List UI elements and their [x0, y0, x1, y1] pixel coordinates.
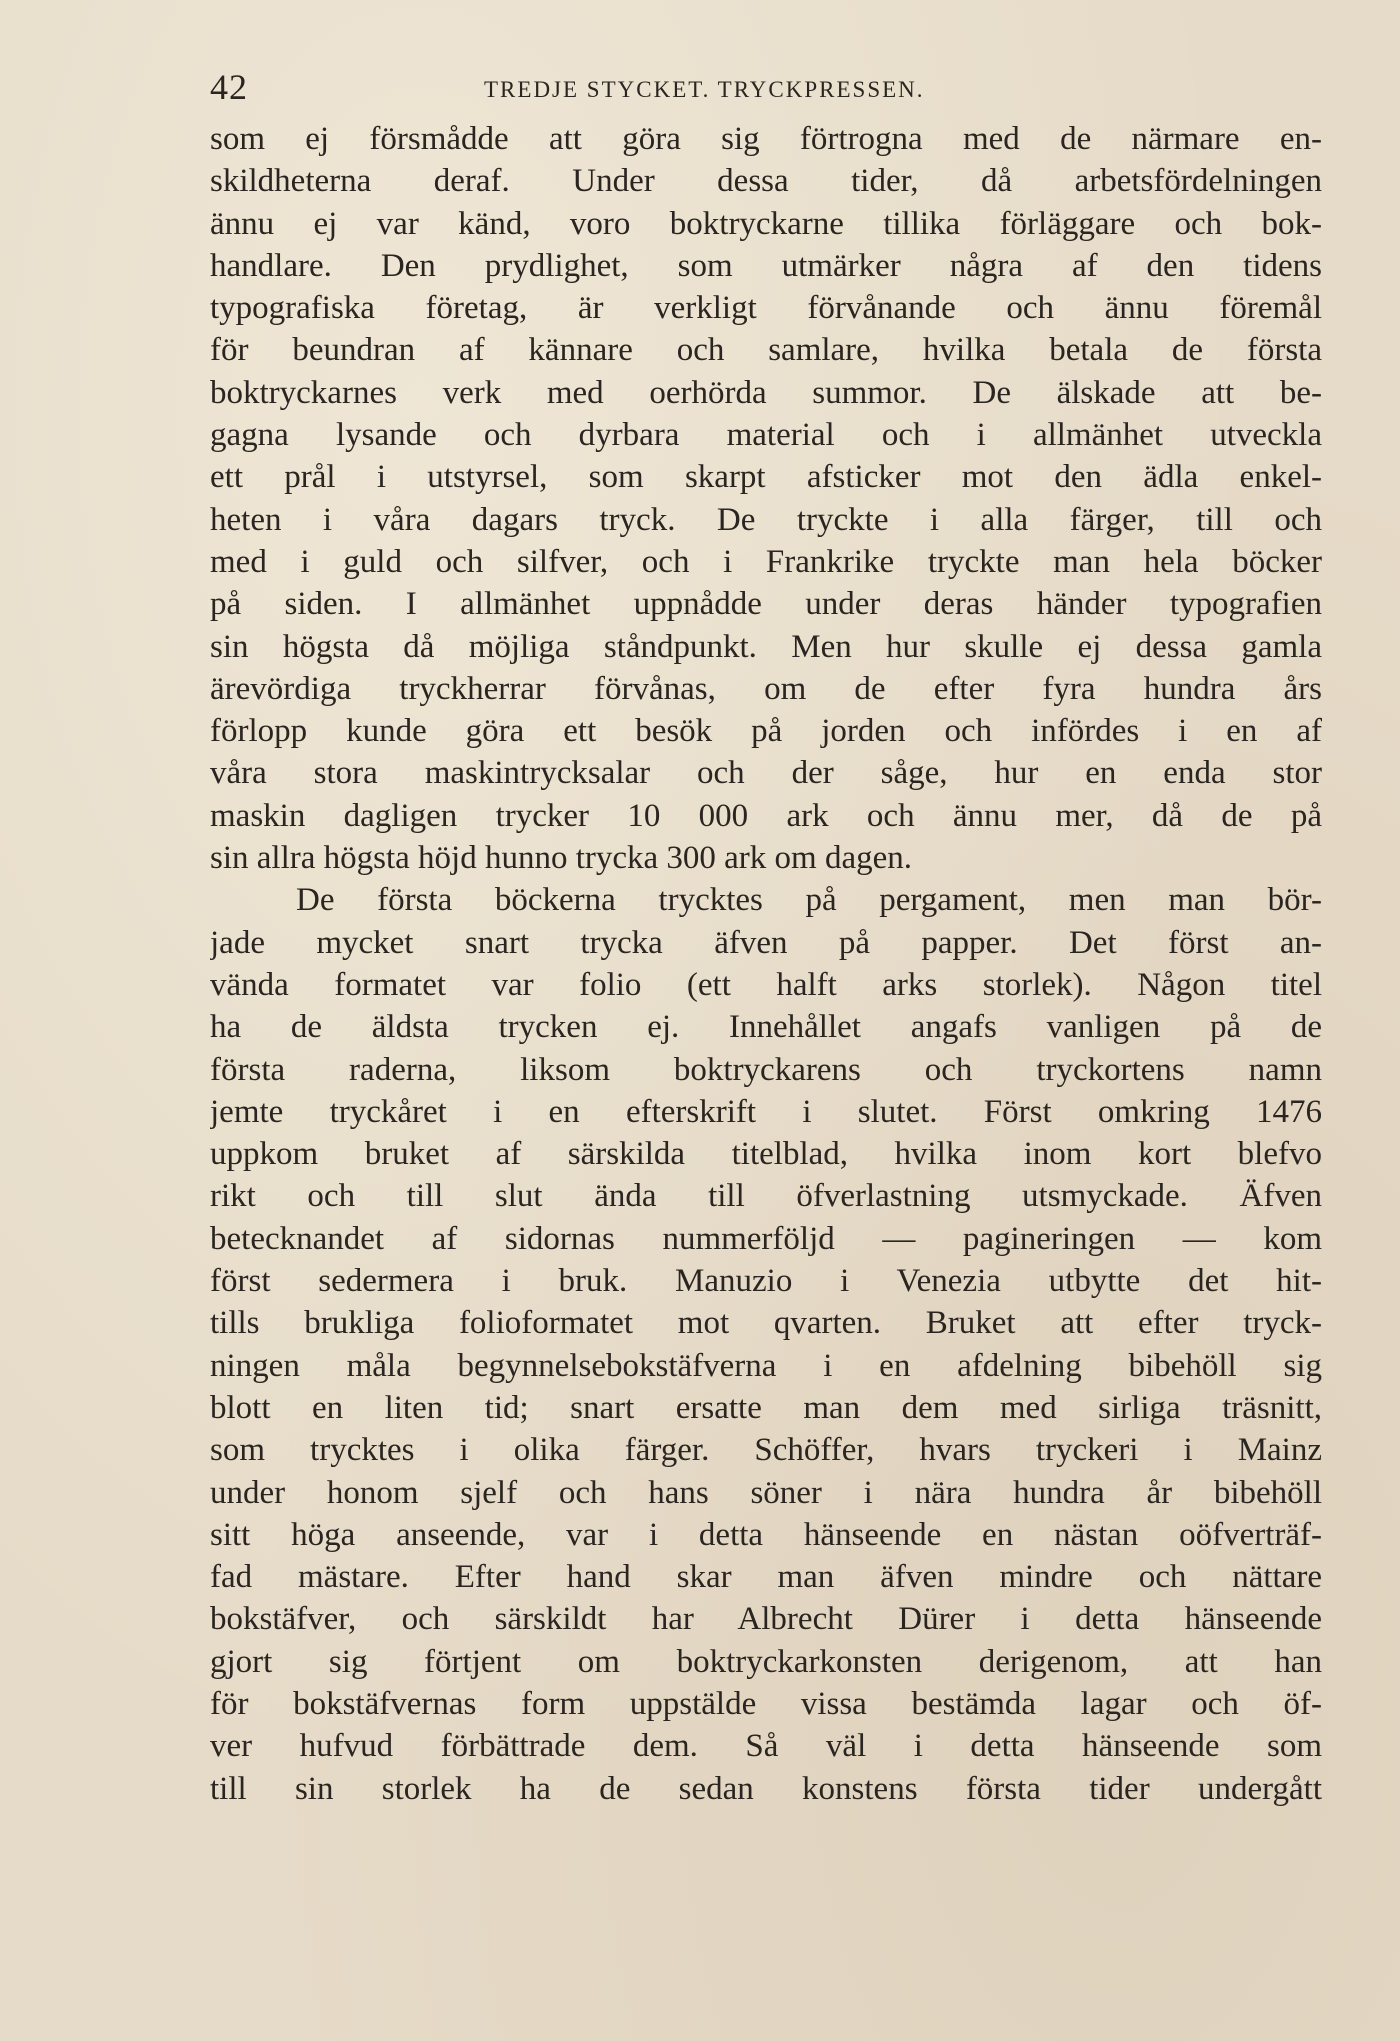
running-head: TREDJE STYCKET. TRYCKPRESSEN. [484, 77, 925, 102]
text-line: våra stora maskintrycksalar och der såge, hur en enda stor [210, 755, 1322, 792]
text-line: jade mycket snart trycka äfven på papper. Det först an- [210, 924, 1322, 961]
text-line: typografiska företag, är verkligt förvånande och ännu föremål [210, 290, 1322, 327]
text-line: ännu ej var känd, voro boktryckarne tillika förläggare och bok- [210, 205, 1322, 242]
text-line: rikt och till slut ända till öfverlastning utsmyckade. Äfven [210, 1178, 1322, 1215]
page-header [210, 64, 1320, 110]
text-line: gagna lysande och dyrbara material och i allmänhet utveckla [210, 417, 1322, 454]
text-line: ett prål i utstyrsel, som skarpt afsticker mot den ädla enkel- [210, 459, 1322, 496]
text-line: sitt höga anseende, var i detta hänseende en nästan oöfverträf- [210, 1516, 1322, 1553]
text-line: skildheterna deraf. Under dessa tider, då arbetsfördelningen [210, 163, 1322, 200]
body-text [210, 118, 1322, 1810]
text-line: fad mästare. Efter hand skar man äfven mindre och nättare [210, 1559, 1322, 1596]
text-line: med i guld och silfver, och i Frankrike tryckte man hela böcker [210, 543, 1322, 580]
text-line: första raderna, liksom boktryckarens och tryckortens namn [210, 1051, 1322, 1088]
text-line: först sedermera i bruk. Manuzio i Venezia utbytte det hit- [210, 1263, 1322, 1300]
text-line: boktryckarnes verk med oerhörda summor. De älskade att be- [210, 374, 1322, 411]
text-line: bokstäfver, och särskildt har Albrecht Dürer i detta hänseende [210, 1601, 1322, 1638]
text-line: ver hufvud förbättrade dem. Så väl i detta hänseende som [210, 1728, 1322, 1765]
text-line: ärevördiga tryckherrar förvånas, om de efter fyra hundra års [210, 670, 1322, 707]
text-line: gjort sig förtjent om boktryckarkonsten derigenom, att han [210, 1643, 1322, 1680]
page-number: 42 [210, 67, 248, 107]
text-line: vända formatet var folio (ett halft arks storlek). Någon titel [210, 966, 1322, 1003]
text-line: maskin dagligen trycker 10 000 ark och ännu mer, då de på [210, 797, 1322, 834]
text-line: sin högsta då möjliga ståndpunkt. Men hur skulle ej dessa gamla [210, 628, 1322, 665]
text-line-paragraph-end: sin allra högsta höjd hunno trycka 300 ark om dagen. [210, 840, 913, 877]
text-line: som ej försmådde att göra sig förtrogna med de närmare en- [210, 121, 1322, 157]
text-line-paragraph-start: De första böckerna trycktes på pergament, men man bör- [296, 882, 1322, 919]
text-line: under honom sjelf och hans söner i nära hundra år bibehöll [210, 1474, 1322, 1511]
text-line: på siden. I allmänhet uppnådde under deras händer typografien [210, 586, 1322, 623]
text-line: betecknandet af sidornas nummerföljd — pagineringen — kom [210, 1220, 1322, 1257]
text-line: tills brukliga folioformatet mot qvarten. Bruket att efter tryck- [210, 1305, 1322, 1342]
text-line: ha de äldsta trycken ej. Innehållet angafs vanligen på de [210, 1009, 1322, 1046]
text-line: uppkom bruket af särskilda titelblad, hvilka inom kort blefvo [210, 1136, 1322, 1173]
text-line: ningen måla begynnelsebokstäfverna i en afdelning bibehöll sig [210, 1347, 1322, 1384]
text-line: för bokstäfvernas form uppstälde vissa bestämda lagar och öf- [210, 1685, 1322, 1722]
text-line: blott en liten tid; snart ersatte man dem med sirliga träsnitt, [210, 1389, 1322, 1426]
text-line: som trycktes i olika färger. Schöffer, hvars tryckeri i Mainz [210, 1432, 1322, 1469]
text-line: för beundran af kännare och samlare, hvilka betala de första [210, 332, 1322, 369]
text-line: heten i våra dagars tryck. De tryckte i alla färger, till och [210, 501, 1322, 538]
text-line: till sin storlek ha de sedan konstens första tider undergått [210, 1770, 1322, 1807]
text-line: jemte tryckåret i en efterskrift i slutet. Först omkring 1476 [210, 1093, 1322, 1130]
text-line: handlare. Den prydlighet, som utmärker några af den tidens [210, 247, 1322, 284]
text-line: förlopp kunde göra ett besök på jorden och infördes i en af [210, 713, 1322, 750]
